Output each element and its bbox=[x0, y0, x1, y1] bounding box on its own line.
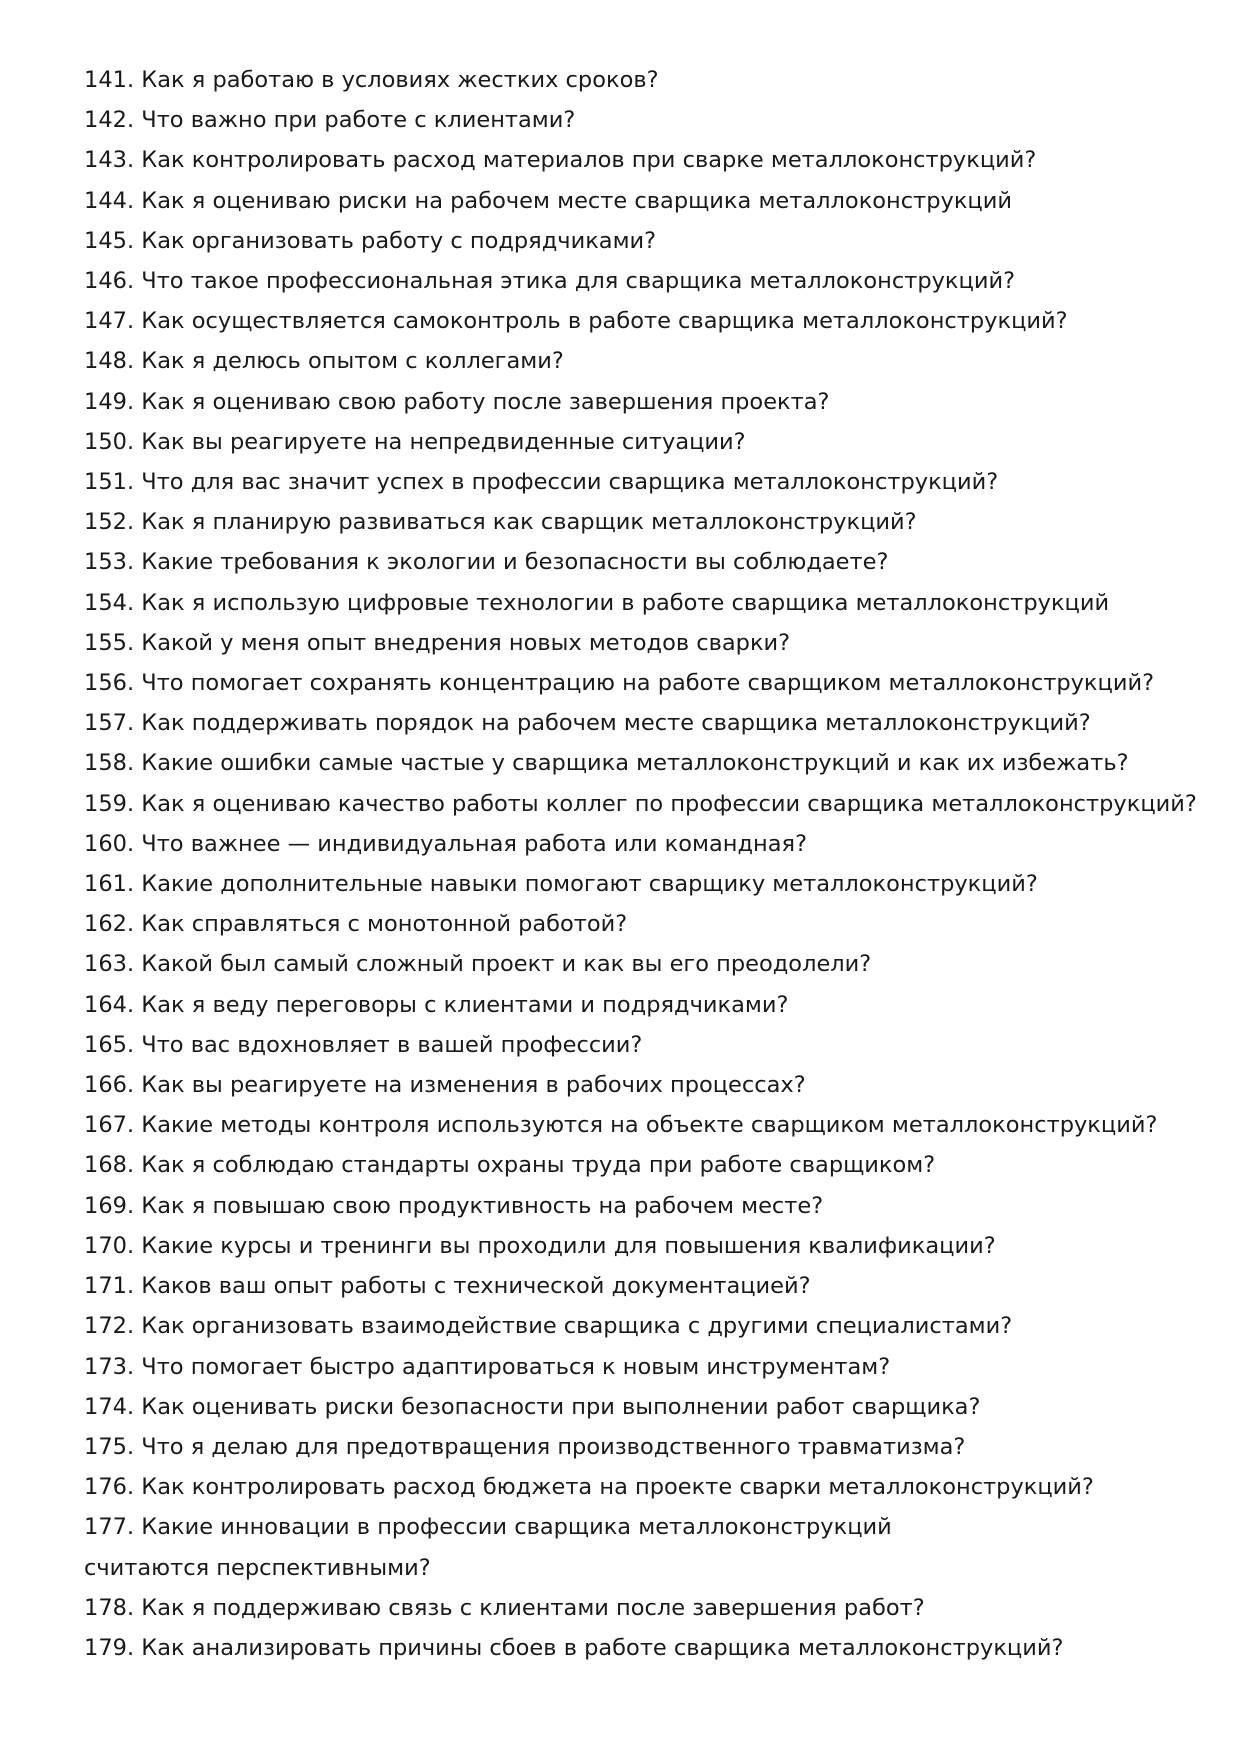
question-number: 150 . bbox=[84, 429, 141, 455]
question-text: Что для вас значит успех в профессии сварщика металлоконструкций? bbox=[141, 469, 999, 496]
list-item bbox=[84, 1507, 984, 1587]
question-text: Как я планирую развиваться как сварщик металлоконструкций? bbox=[141, 509, 917, 536]
list-item bbox=[84, 944, 1184, 984]
question-text: Как я веду переговоры с клиентами и подрядчиками? bbox=[141, 991, 789, 1018]
question-text: Что я делаю для предотвращения производственного травматизма? bbox=[141, 1433, 966, 1460]
list-item bbox=[84, 1467, 1184, 1507]
question-number: 142 . bbox=[84, 107, 141, 133]
list-item bbox=[84, 784, 1197, 824]
question-number: 148 . bbox=[84, 348, 141, 374]
question-number: 159 . bbox=[84, 791, 141, 817]
question-number: 178 . bbox=[84, 1595, 141, 1621]
question-number: 158 . bbox=[84, 750, 141, 776]
question-number: 177 . bbox=[84, 1514, 141, 1540]
list-item bbox=[84, 140, 1184, 180]
question-text: Что вас вдохновляет в вашей профессии? bbox=[141, 1031, 643, 1058]
list-item bbox=[84, 703, 1184, 743]
list-item bbox=[84, 1427, 1184, 1467]
list-item bbox=[84, 904, 1184, 944]
question-text: Как вы реагируете на непредвиденные ситуации? bbox=[141, 428, 746, 455]
list-item bbox=[84, 60, 1184, 100]
question-text: Какие требования к экологии и безопасности вы соблюдаете? bbox=[141, 549, 889, 576]
question-number: 157 . bbox=[84, 710, 141, 736]
list-item bbox=[84, 1588, 1184, 1628]
question-text: Как организовать работу с подрядчиками? bbox=[141, 227, 657, 254]
list-item bbox=[84, 382, 1184, 422]
question-text: Что помогает быстро адаптироваться к новым инструментам? bbox=[141, 1353, 891, 1380]
question-text: Как вы реагируете на изменения в рабочих процессах? bbox=[141, 1072, 806, 1099]
list-item bbox=[84, 1025, 1184, 1065]
question-text: Как я оцениваю свою работу после завершения проекта? bbox=[141, 388, 830, 415]
question-number: 164 . bbox=[84, 992, 141, 1018]
question-text: Как я поддерживаю связь с клиентами после завершения работ? bbox=[141, 1594, 925, 1621]
list-item bbox=[84, 583, 1184, 623]
question-number: 155 . bbox=[84, 630, 141, 656]
question-number: 160 . bbox=[84, 831, 141, 857]
list-item bbox=[84, 1065, 1184, 1105]
list-item bbox=[84, 100, 1184, 140]
question-number: 168 . bbox=[84, 1152, 141, 1178]
question-text: Какие методы контроля используются на объекте сварщиком металлоконструкций? bbox=[141, 1112, 1158, 1139]
question-text: Что важнее — индивидуальная работа или командная? bbox=[141, 830, 808, 857]
question-number: 141 . bbox=[84, 67, 141, 93]
list-item bbox=[84, 1266, 1184, 1306]
list-item bbox=[84, 221, 1184, 261]
list-item bbox=[84, 502, 1184, 542]
question-text: Как осуществляется самоконтроль в работе сварщика металлоконструкций? bbox=[141, 308, 1068, 335]
list-item bbox=[84, 824, 1184, 864]
list-item bbox=[84, 1226, 1184, 1266]
list-item bbox=[84, 1387, 1184, 1427]
question-number: 154 . bbox=[84, 590, 141, 616]
question-number: 156 . bbox=[84, 670, 141, 696]
list-item bbox=[84, 1306, 1184, 1346]
question-text: Что помогает сохранять концентрацию на работе сварщиком металлоконструкций? bbox=[141, 670, 1155, 697]
list-item bbox=[84, 462, 1184, 502]
question-text: Как контролировать расход бюджета на проекте сварки металлоконструкций? bbox=[141, 1474, 1094, 1501]
question-number: 179 . bbox=[84, 1635, 141, 1661]
question-text: Как поддерживать порядок на рабочем месте сварщика металлоконструкций? bbox=[141, 710, 1091, 737]
question-number: 172 . bbox=[84, 1313, 141, 1339]
question-number: 166 . bbox=[84, 1072, 141, 1098]
question-number: 170 . bbox=[84, 1233, 141, 1259]
question-list bbox=[84, 60, 1197, 1668]
question-text: Какие курсы и тренинги вы проходили для повышения квалификации? bbox=[141, 1232, 996, 1259]
list-item bbox=[84, 985, 1184, 1025]
question-text: Как я работаю в условиях жестких сроков? bbox=[141, 67, 659, 93]
question-text: Как я оцениваю риски на рабочем месте сварщика металлоконструкций bbox=[141, 187, 1012, 214]
question-number: 176 . bbox=[84, 1474, 141, 1500]
question-number: 145 . bbox=[84, 228, 141, 254]
list-item bbox=[84, 181, 1184, 221]
question-text: Как я использую цифровые технологии в работе сварщика металлоконструкций bbox=[141, 589, 1110, 616]
list-item bbox=[84, 542, 1184, 582]
question-number: 173 . bbox=[84, 1354, 141, 1380]
list-item bbox=[84, 1186, 1184, 1226]
question-number: 147 . bbox=[84, 308, 141, 334]
question-text: Какой был самый сложный проект и как вы его преодолели? bbox=[141, 951, 872, 978]
list-item bbox=[84, 1628, 1184, 1668]
question-text: Как справляться с монотонной работой? bbox=[141, 911, 628, 938]
question-text: Что важно при работе с клиентами? bbox=[141, 107, 576, 134]
list-item bbox=[84, 623, 1184, 663]
question-text: Какие ошибки самые частые у сварщика металлоконструкций и как их избежать? bbox=[141, 750, 1129, 777]
question-number: 162 . bbox=[84, 911, 141, 937]
question-text: Как я оцениваю качество работы коллег по профессии сварщика металлоконструкций? bbox=[141, 790, 1197, 817]
list-item bbox=[84, 1347, 1184, 1387]
question-text: Как организовать взаимодействие сварщика с другими специалистами? bbox=[141, 1313, 1013, 1340]
question-number: 144 . bbox=[84, 188, 141, 214]
question-number: 167 . bbox=[84, 1112, 141, 1138]
question-text: Какие инновации в профессии сварщика металлоконструкций считаются перспективными? bbox=[84, 1514, 892, 1581]
question-number: 169 . bbox=[84, 1193, 141, 1219]
question-number: 163 . bbox=[84, 951, 141, 977]
question-text: Как я соблюдаю стандарты охраны труда при работе сварщиком? bbox=[141, 1152, 936, 1179]
list-item bbox=[84, 663, 1184, 703]
question-text: Какие дополнительные навыки помогают сварщику металлоконструкций? bbox=[141, 871, 1038, 898]
question-number: 171 . bbox=[84, 1273, 141, 1299]
list-item bbox=[84, 743, 1184, 783]
list-item bbox=[84, 1105, 1184, 1145]
question-text: Как я делюсь опытом с коллегами? bbox=[141, 348, 564, 375]
list-item bbox=[84, 422, 1184, 462]
question-text: Как контролировать расход материалов при сварке металлоконструкций? bbox=[141, 147, 1037, 174]
list-item bbox=[84, 301, 1184, 341]
list-item bbox=[84, 341, 1184, 381]
question-text: Как я повышаю свою продуктивность на рабочем месте? bbox=[141, 1192, 824, 1219]
question-text: Что такое профессиональная этика для сварщика металлоконструкций? bbox=[141, 268, 1016, 295]
question-number: 151 . bbox=[84, 469, 141, 495]
question-number: 152 . bbox=[84, 509, 141, 535]
question-number: 146 . bbox=[84, 268, 141, 294]
question-number: 153 . bbox=[84, 549, 141, 575]
question-text: Как оценивать риски безопасности при выполнении работ сварщика? bbox=[141, 1393, 981, 1420]
list-item bbox=[84, 1145, 1184, 1185]
question-number: 143 . bbox=[84, 147, 141, 173]
question-text: Как анализировать причины сбоев в работе сварщика металлоконструкций? bbox=[141, 1634, 1064, 1661]
question-text: Какой у меня опыт внедрения новых методов сварки? bbox=[141, 629, 791, 656]
list-item bbox=[84, 261, 1184, 301]
list-item bbox=[84, 864, 1184, 904]
question-number: 149 . bbox=[84, 389, 141, 415]
question-number: 161 . bbox=[84, 871, 141, 897]
question-number: 174 . bbox=[84, 1394, 141, 1420]
question-number: 175 . bbox=[84, 1434, 141, 1460]
question-number: 165 . bbox=[84, 1032, 141, 1058]
question-text: Каков ваш опыт работы с технической документацией? bbox=[141, 1273, 811, 1300]
